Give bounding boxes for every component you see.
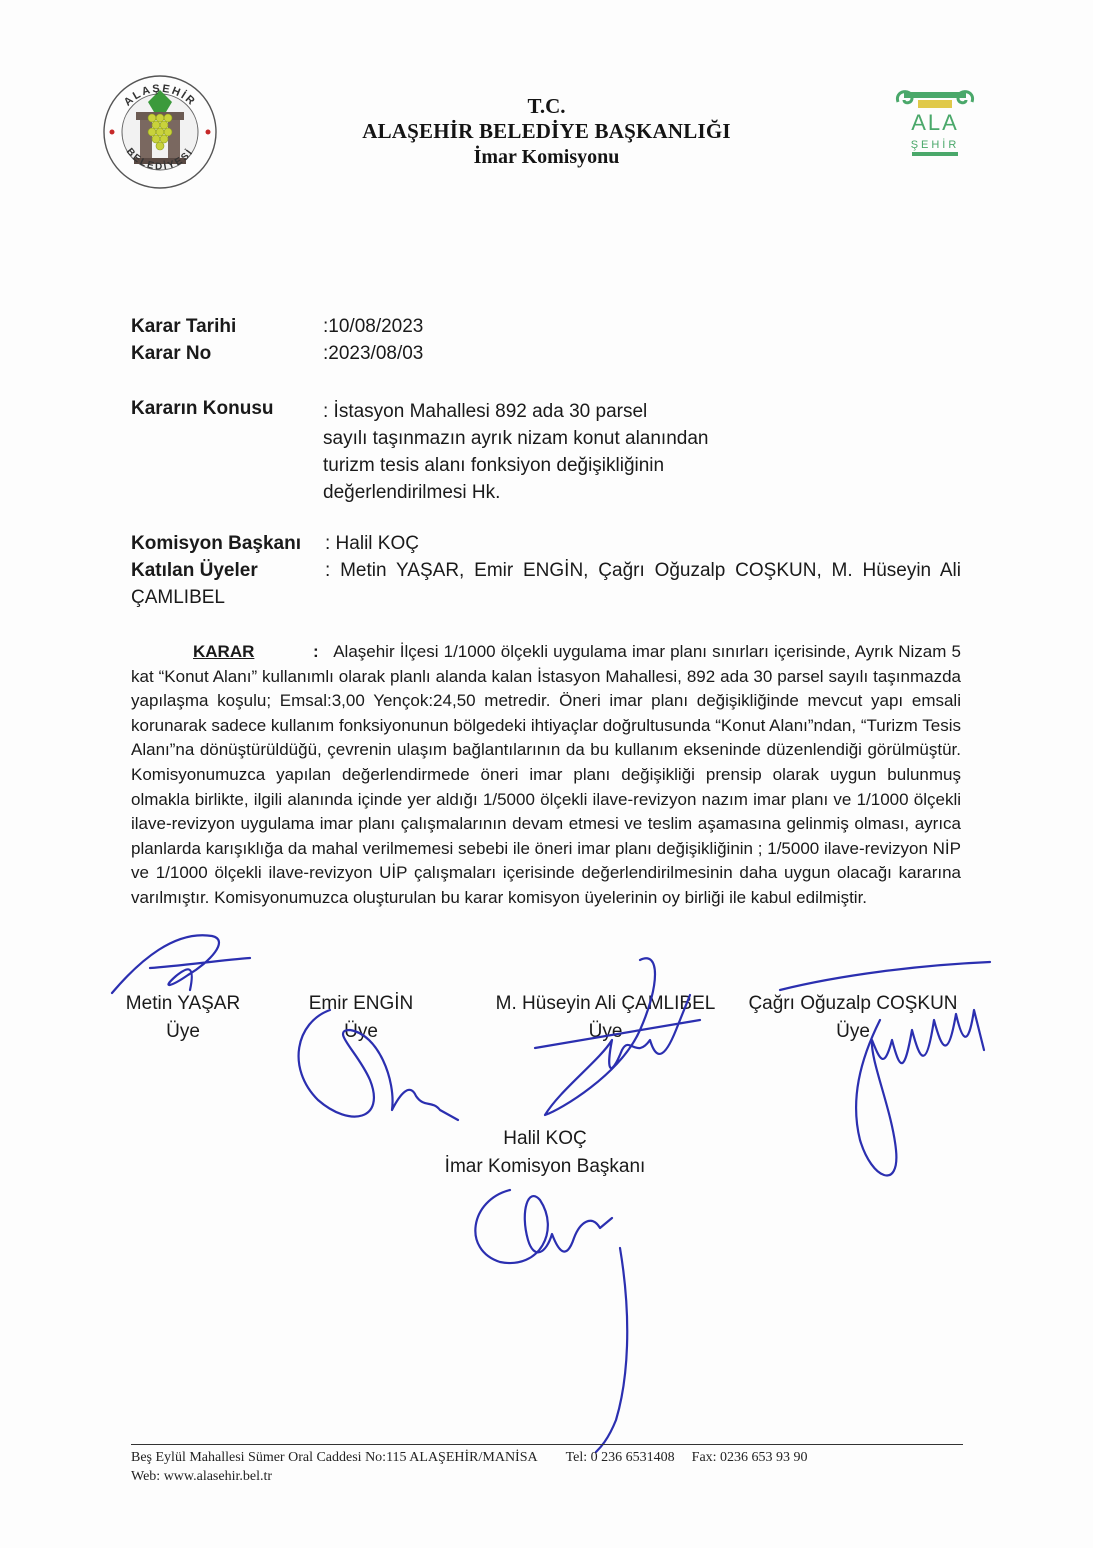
subject-line: sayılı taşınmazın ayrık nizam konut alanından [323, 428, 709, 449]
seal-bottom-text: BELEDİYESİ [123, 146, 197, 173]
signer-name: Halil KOÇ [503, 1128, 587, 1149]
footer-address: Beş Eylül Mahallesi Sümer Oral Caddesi No:115 ALAŞEHİR/MANİSA [131, 1450, 537, 1465]
subject-line: değerlendirilmesi Hk. [323, 482, 501, 503]
signer-role: Üye [588, 1021, 623, 1042]
signer-role: Üye [166, 1021, 200, 1042]
date-value: :10/08/2023 [323, 316, 424, 337]
members-value: : Metin YAŞAR, Emir ENGİN, Çağrı Oğuzalp COŞKUN, M. Hüseyin Ali [325, 560, 961, 581]
decision-text: Alaşehir İlçesi 1/1000 ölçekli uygulama imar planı sınırları içerisinde, Ayrık Nizam 5 kat “Konut Alanı” kullanımlı olarak planlı alanda kalan İstasyon Mahallesi, 892 ada 30 parsel sayılı taşınmazda yapılaşma koşulu; Emsal:3,00 Yençok:24,50 metredir. Öneri imar planı değişikliğinde mevcut yapı emsali korunarak sadece kullanım fonksiyonunun bölgedeki ihtiyaçlar doğrultusunda “Konut Alanı”ndan, “Turizm Tesis Alanı”na dönüştürüldüğü, çevrenin ulaşım bağlantılarının da bu kullanım ekseninde düzenlendiği görülmüştür. Komisyonumuzca yapılan değerlendirmede öneri imar planı değişikliği prensip olarak uygun bulunmuş olmakla birlikte, ilgili alanında içinde yer aldığı 1/5000 ölçekli ilave-revizyon nazım imar planı ve 1/1000 ölçekli ilave-revizyon uygulama imar planı çalışmalarının devam etmesi ve teslim aşamasına gelinmiş olması, ayrıca planlarda karışıklığa da mahal verilmemesi sebebi ile öneri imar planı değişikliğinin ; 1/5000 ilave-revizyon NİP ve 1/1000 ölçekli ilave-revizyon UİP çalışmaları içerisinde değerlendirilmesinin daha uygun olacağı kararına varılmıştır. Komisyonumuzca oluşturulan bu karar komisyon üyelerinin oy birliği ile kabul edilmiştir. [131, 642, 961, 907]
decision-no-label: Karar No [131, 343, 212, 364]
members-label: Katılan Üyeler [131, 560, 258, 581]
decision-heading: KARAR [193, 642, 255, 661]
chair-label: Komisyon Başkanı [131, 533, 301, 554]
signer-name: Çağrı Oğuzalp COŞKUN [748, 993, 958, 1014]
decision-no-value: :2023/08/03 [323, 343, 424, 364]
signer-name: M. Hüseyin Ali ÇAMLIBEL [495, 993, 716, 1014]
seal-top-text: ALAŞEHİR [121, 82, 199, 109]
signer-role: Üye [344, 1021, 378, 1042]
members-continued: ÇAMLIBEL [131, 587, 225, 608]
signature-metin [112, 935, 250, 993]
signature-block-chair [420, 1125, 670, 1181]
footer [131, 1448, 808, 1486]
footer-phone: Tel: 0 236 6531408 [565, 1450, 675, 1465]
signer-role: Üye [836, 1021, 870, 1042]
footer-fax: Fax: 0236 653 93 90 [691, 1450, 808, 1465]
signer-name: Emir ENGİN [308, 993, 414, 1014]
header-tc: T.C. [527, 94, 566, 118]
brand-letters: ALA [911, 110, 959, 135]
signature-halil [475, 1190, 627, 1452]
footer-web: Web: www.alasehir.bel.tr [131, 1469, 273, 1484]
header-department: İmar Komisyonu [473, 146, 620, 168]
header-institution: ALAŞEHİR BELEDİYE BAŞKANLIĞI [362, 119, 731, 143]
signature-block-emir [296, 990, 426, 1046]
subject-line: : İstasyon Mahallesi 892 ada 30 parsel [323, 401, 648, 422]
brand-sub: ŞEHİR [910, 139, 960, 151]
subject-line: turizm tesis alanı fonksiyon değişikliğinin [323, 455, 665, 476]
signer-name: Metin YAŞAR [125, 993, 241, 1014]
decision-colon: : [313, 642, 319, 661]
chair-value: : Halil KOÇ [325, 533, 419, 554]
date-label: Karar Tarihi [131, 316, 237, 337]
signature-block-huseyin [483, 990, 728, 1046]
signer-role: İmar Komisyon Başkanı [444, 1156, 646, 1177]
footer-divider [131, 1444, 963, 1445]
signature-block-metin [118, 990, 248, 1046]
subject-label: Kararın Konusu [131, 398, 274, 419]
decision-paragraph [131, 640, 961, 911]
signature-block-cagri [748, 990, 958, 1046]
subject-text [323, 398, 783, 506]
